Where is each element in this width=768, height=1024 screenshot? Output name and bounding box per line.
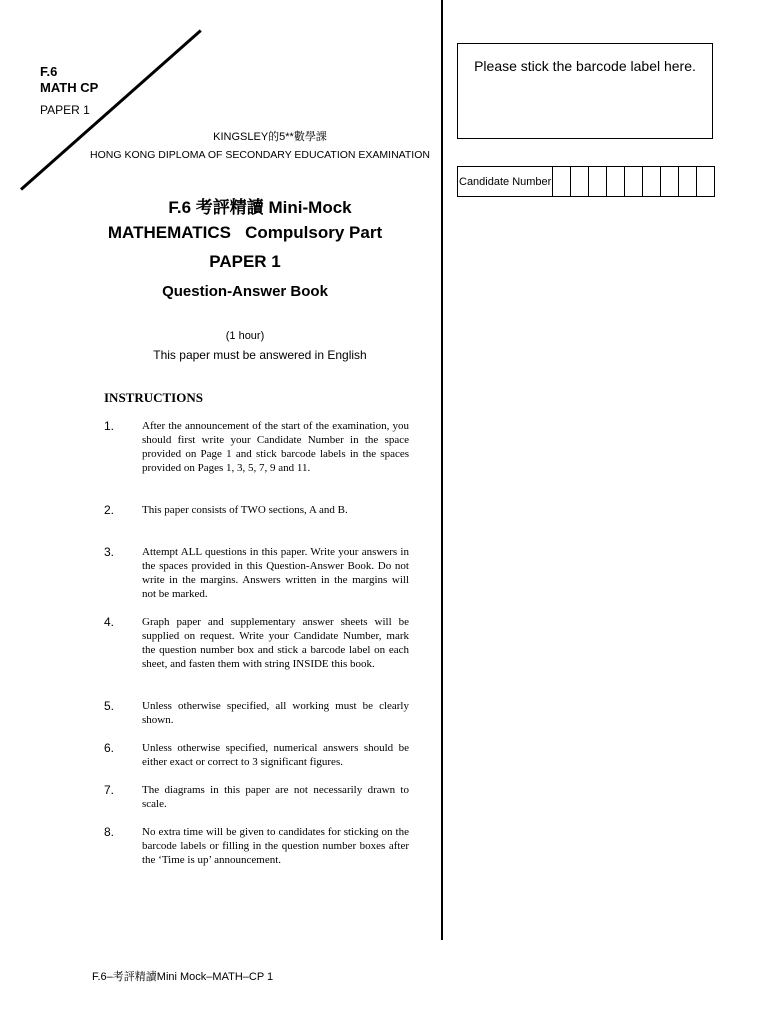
instruction-text: After the announcement of the start of the examination, you should first write your Candidate Number in the space provided on Page 1 and stick barcode labels in the spaces provided on Pages 1, 3, 5, 7, 9 and 11.	[142, 420, 409, 474]
corner-paper-label: PAPER 1	[40, 103, 90, 117]
paper-title-mini-mock: F.6 考評精讀 Mini-Mock	[168, 198, 352, 217]
paper-title-subject: MATHEMATICS Compulsory Part	[107, 223, 383, 242]
exam-duration: (1 hour)	[225, 330, 265, 342]
barcode-label-box	[457, 43, 713, 139]
kingsley-header: KINGSLEY的5**數學課	[213, 131, 327, 143]
candidate-digit-box	[607, 167, 625, 196]
instruction-number: 1.	[104, 419, 115, 433]
instruction-number: 3.	[104, 545, 115, 559]
candidate-number-field	[457, 166, 715, 197]
instruction-text: Unless otherwise specified, numerical answers should be either exact or correct to 3 significant figures.	[142, 742, 409, 768]
candidate-digit-box	[679, 167, 697, 196]
instruction-text: Unless otherwise specified, all working must be clearly shown.	[142, 700, 409, 726]
instruction-number: 5.	[104, 699, 115, 713]
candidate-digit-box	[625, 167, 643, 196]
instruction-number: 8.	[104, 825, 115, 839]
instruction-text: The diagrams in this paper are not necessarily drawn to scale.	[142, 784, 409, 810]
instruction-text: Graph paper and supplementary answer sheets will be supplied on request. Write your Candidate Number, mark the question number box and stick a barcode label on each sheet, and fasten them with string INSIDE this book.	[142, 616, 409, 670]
instruction-text: No extra time will be given to candidates for sticking on the barcode labels or filling in the question number boxes after the ‘Time is up’ announcement.	[142, 826, 409, 866]
instruction-text: Attempt ALL questions in this paper. Write your answers in the spaces provided in this Question-Answer Book. Do not write in the margins. Answers written in the margins will not be marked.	[142, 546, 409, 600]
language-note: This paper must be answered in English	[153, 348, 367, 362]
corner-subject-label: MATH CP	[40, 80, 99, 95]
page-footer: F.6–考評精讀Mini Mock–MATH–CP 1	[92, 971, 274, 983]
instruction-text: This paper consists of TWO sections, A and B.	[142, 504, 348, 516]
corner-form-label: F.6	[40, 64, 58, 79]
instruction-number: 7.	[104, 783, 115, 797]
candidate-digit-box	[661, 167, 679, 196]
candidate-digit-box	[589, 167, 607, 196]
candidate-digit-box	[553, 167, 571, 196]
candidate-digit-box	[697, 167, 714, 196]
exam-header: HONG KONG DIPLOMA OF SECONDARY EDUCATION EXAMINATION	[90, 149, 430, 161]
candidate-digit-box	[571, 167, 589, 196]
instruction-number: 6.	[104, 741, 115, 755]
candidate-digit-box	[643, 167, 661, 196]
barcode-label-text: Please stick the barcode label here.	[474, 58, 696, 74]
instruction-number: 2.	[104, 503, 115, 517]
instructions-heading: INSTRUCTIONS	[104, 390, 203, 405]
paper-title-number: PAPER 1	[209, 252, 281, 271]
instruction-number: 4.	[104, 615, 115, 629]
candidate-number-label: Candidate Number	[458, 167, 553, 196]
page-divider-line	[441, 0, 443, 940]
paper-title-book: Question-Answer Book	[162, 283, 328, 300]
